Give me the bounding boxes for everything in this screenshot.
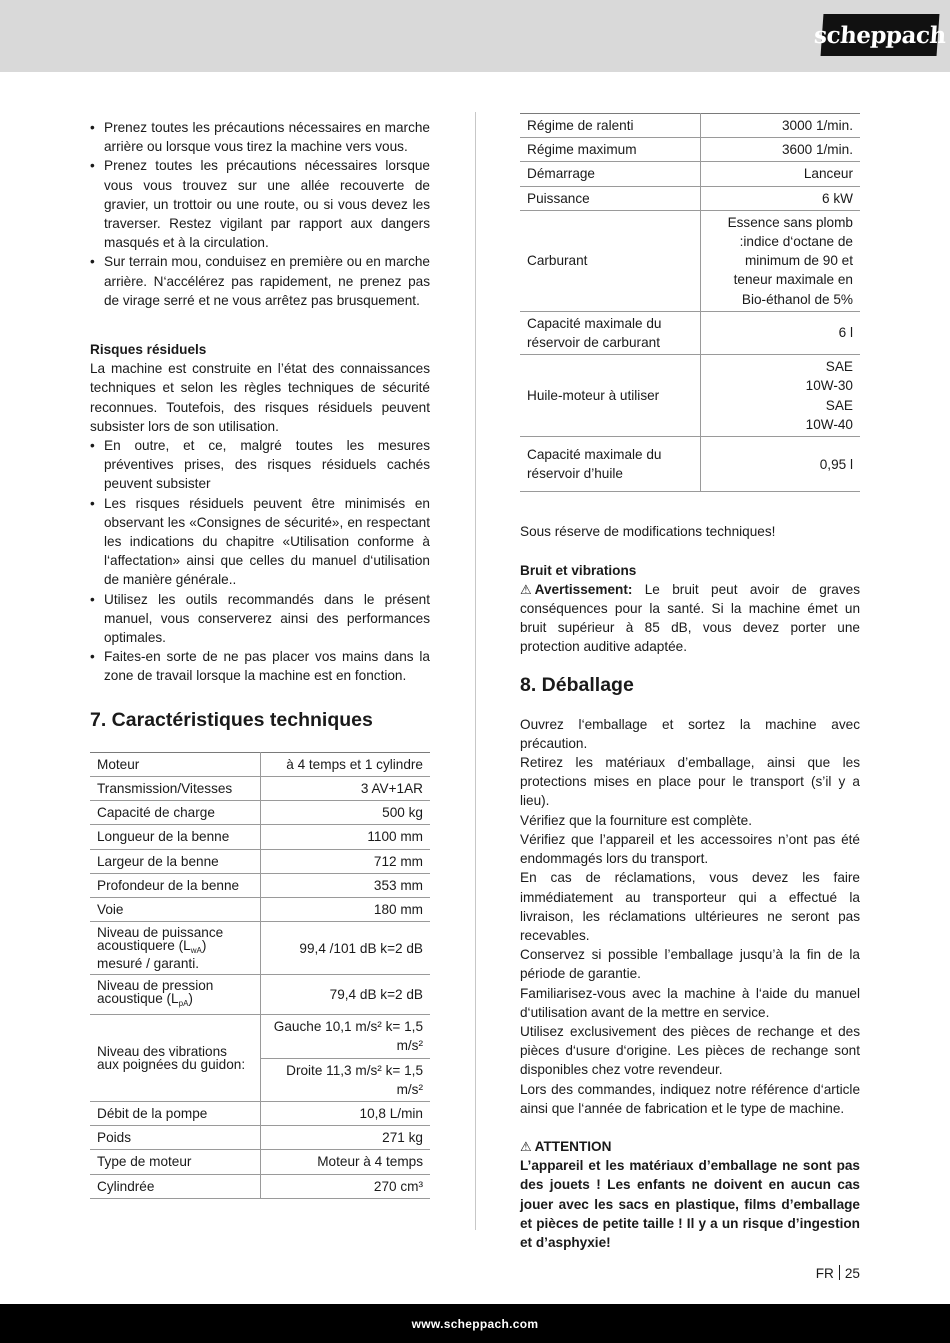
spec-label: Voie <box>90 897 260 921</box>
table-row <box>90 1101 430 1125</box>
attention-heading: ⚠ ATTENTION <box>520 1137 860 1156</box>
top-bar <box>0 0 950 72</box>
section-8-heading: 8. Déballage <box>520 673 634 696</box>
scheppach-logo: scheppach <box>821 14 940 56</box>
spec-label: Niveau des vibrations aux poignées du guidon: <box>90 1015 260 1102</box>
table-row <box>520 210 860 311</box>
spec-value: 79,4 dB k=2 dB <box>260 975 430 1015</box>
spec-label: Démarrage <box>520 162 700 186</box>
spec-label: Puissance <box>520 186 700 210</box>
spec-value: 3600 1/min. <box>700 138 860 162</box>
table-row <box>90 922 430 975</box>
spec-value: 180 mm <box>260 897 430 921</box>
table-row <box>90 975 430 1015</box>
table-row <box>520 114 860 138</box>
table-row <box>90 1015 430 1058</box>
table-row <box>90 1150 430 1174</box>
spec-value: Droite 11,3 m/s² k= 1,5 m/s² <box>260 1058 430 1101</box>
unpacking-text: Ouvrez l‘emballage et sortez la machine avec précaution. Retirez les matériaux d’emballage, ainsi que les protections mises en place pour le transport (s’il y a lieu). Vérifiez que la fourniture est complète. Vérifiez que l’appareil et les accessoires n’ont pas été endommagés lors du transport. En cas de réclamations, vous devez les faire immédiatement au transporteur qui a effectué la livraison, les réclamations ultérieures ne seront pas recevables. Conservez si possible l’emballage jusqu’à la fin de la période de garantie. Familiarisez-vous avec la machine à l‘aide du manuel d‘utilisation avant de la mettre en service. Utilisez exclusivement des pièces de rechange et des pièces d‘usure d‘origine. Les pièces de rechange sont disponibles chez votre revendeur. Lors des commandes, indiquez notre référence d‘article ainsi que l‘année de fabrication et le type de machine. <box>520 716 860 1116</box>
list-item: • Utilisez les outils recommandés dans le présent manuel, vous conserverez ainsi des performances optimales. <box>90 590 430 648</box>
spec-label: Type de moteur <box>90 1150 260 1174</box>
spec-label: Carburant <box>520 210 700 311</box>
warning-triangle-icon: ⚠ <box>520 581 532 597</box>
footer-url[interactable]: www.scheppach.com <box>411 1316 539 1331</box>
noise-warning: ⚠ Avertissement: Le bruit peut avoir de graves conséquences pour la santé. Si la machine émet un bruit supérieur à 85 dB, vous devez porter une protection auditive adaptée. <box>520 581 860 655</box>
spec-value: Moteur à 4 temps <box>260 1150 430 1174</box>
table-row <box>520 355 860 437</box>
spec-value: 271 kg <box>260 1126 430 1150</box>
section-7-heading: 7. Caractéristiques techniques <box>90 708 373 731</box>
residual-risks-heading: Risques résiduels <box>90 342 207 358</box>
spec-label: Capacité maximale du réservoir d’huile <box>520 437 700 492</box>
table-row <box>520 437 860 492</box>
list-item: • Sur terrain mou, conduisez en première ou en marche arrière. N‘accélérez pas rapidement, ne prenez pas de virage serré et ne vous arrêtez pas brusquement. <box>90 252 430 310</box>
table-row <box>90 897 430 921</box>
spec-value: 500 kg <box>260 801 430 825</box>
table-row <box>520 186 860 210</box>
table-row <box>90 752 430 776</box>
spec-value: 3000 1/min. <box>700 114 860 138</box>
spec-value: Essence sans plomb :indice d‘octane de minimum de 90 et teneur maximale en Bio-éthanol de 5% <box>700 210 860 311</box>
spec-value: 270 cm³ <box>260 1174 430 1198</box>
attention-text: L’appareil et les matériaux d’emballage ne sont pas des jouets ! Les enfants ne doivent en aucun cas jouer avec les sacs en plastique, films d’emballage et pièces de petite taille ! Il y a un risque d’ingestion et d’asphyxie! <box>520 1158 860 1250</box>
list-item: • En outre, et ce, malgré toutes les mesures préventives prises, des risques résiduels cachés peuvent subsister <box>90 436 430 494</box>
table-row <box>90 873 430 897</box>
spec-value: SAE 10W-30 SAE 10W-40 <box>700 355 860 437</box>
spec-value: 1100 mm <box>260 825 430 849</box>
page-number: FR 25 <box>815 1266 860 1281</box>
table-row <box>90 849 430 873</box>
spec-label: Longueur de la benne <box>90 825 260 849</box>
list-item: • Faites-en sorte de ne pas placer vos mains dans la zone de travail lorsque la machine est en fonction. <box>90 647 430 685</box>
spec-value: 6 kW <box>700 186 860 210</box>
table-row <box>520 311 860 354</box>
spec-value: 10,8 L/min <box>260 1101 430 1125</box>
footer-bar <box>0 1304 950 1343</box>
spec-value: 353 mm <box>260 873 430 897</box>
spec-label: Niveau de puissance acoustiquere $(L_{wA})$ mesuré / garanti. <box>90 922 260 975</box>
spec-label: Moteur <box>90 752 260 776</box>
spec-label: Capacité maximale du réservoir de carburant <box>520 311 700 354</box>
spec-label: Profondeur de la benne <box>90 873 260 897</box>
list-item: • Prenez toutes les précautions nécessaires en marche arrière ou lorsque vous tirez la machine vers vous. <box>90 118 430 156</box>
safety-bullets <box>90 118 430 310</box>
spec-value: 0,95 l <box>700 437 860 492</box>
table-row <box>520 138 860 162</box>
spec-label: Transmission/Vitesses <box>90 776 260 800</box>
spec-label: Niveau de pression acoustique $(L_{pA})$ <box>90 975 260 1015</box>
table-row <box>90 1174 430 1198</box>
table-row <box>90 825 430 849</box>
spec-label: Régime maximum <box>520 138 700 162</box>
specs-table-right <box>520 113 860 492</box>
residual-bullets <box>90 436 430 686</box>
table-row <box>520 162 860 186</box>
spec-label: Poids <box>90 1126 260 1150</box>
right-column <box>520 113 860 1252</box>
spec-label: Régime de ralenti <box>520 114 700 138</box>
left-column <box>90 118 430 1199</box>
noise-heading: Bruit et vibrations <box>520 562 637 578</box>
specs-table-left <box>90 752 430 1199</box>
table-row <box>90 1126 430 1150</box>
spec-value: à 4 temps et 1 cylindre <box>260 752 430 776</box>
spec-value: 99,4 /101 dB k=2 dB <box>260 922 430 975</box>
table-row <box>90 776 430 800</box>
spec-value: Gauche 10,1 m/s² k= 1,5 m/s² <box>260 1015 430 1058</box>
warning-triangle-icon: ⚠ <box>520 1138 532 1154</box>
spec-value: 3 AV+1AR <box>260 776 430 800</box>
spec-label: Largeur de la benne <box>90 849 260 873</box>
spec-label: Débit de la pompe <box>90 1101 260 1125</box>
modification-notice: Sous réserve de modifications techniques! <box>520 524 776 540</box>
list-item: • Prenez toutes les précautions nécessaires lorsque vous vous trouvez sur une allée recouverte de gravier, un trottoir ou une route, ou si vous devez les traverser. Restez vigilant par rapport aux dangers masqués et à la circulation. <box>90 156 430 252</box>
spec-value: 6 l <box>700 311 860 354</box>
column-divider <box>475 112 476 1230</box>
page-separator <box>839 1265 840 1280</box>
spec-label: Huile-moteur à utiliser <box>520 355 700 437</box>
residual-risks-text: La machine est construite en l’état des connaissances techniques et selon les règles techniques de sécurité reconnues. Toutefois, des risques résiduels peuvent subsister lors de son utilisation. <box>90 361 430 434</box>
spec-label: Cylindrée <box>90 1174 260 1198</box>
table-row <box>90 801 430 825</box>
spec-label: Capacité de charge <box>90 801 260 825</box>
spec-value: 712 mm <box>260 849 430 873</box>
list-item: • Les risques résiduels peuvent être minimisés en observant les «Consignes de sécurité», en respectant les indications du chapitre «Utilisation conforme à l‘affectation» ainsi que celles du manuel d‘utilisation de manière générale.. <box>90 494 430 590</box>
spec-value: Lanceur <box>700 162 860 186</box>
